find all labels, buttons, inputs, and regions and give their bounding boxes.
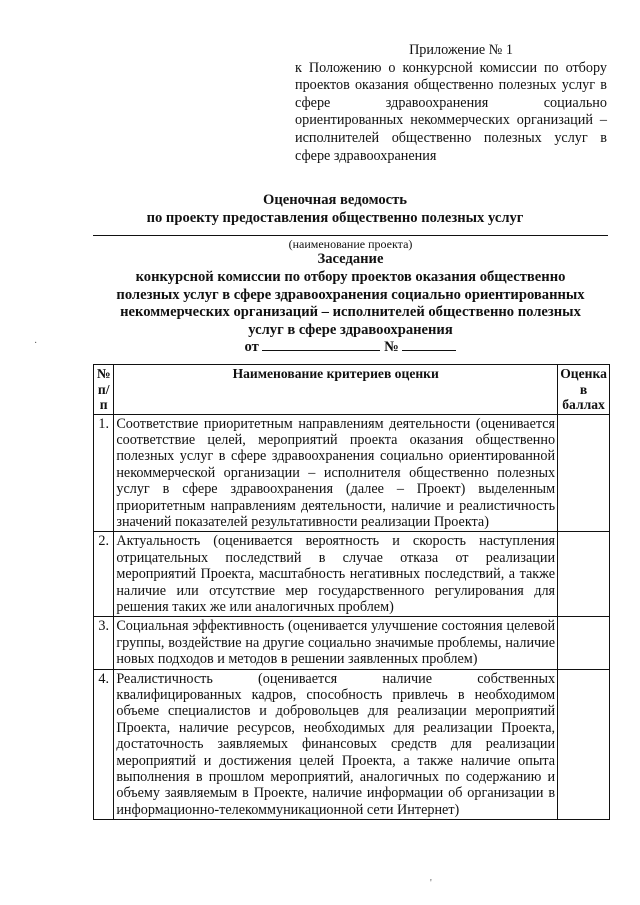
header-score: Оценка в баллах [558, 365, 610, 415]
date-blank [262, 338, 380, 351]
date-from-label: от [244, 339, 259, 355]
project-name-caption: (наименование проекта) [288, 237, 413, 251]
session-block [93, 251, 608, 340]
row-num: 1. [94, 414, 114, 532]
row-score [558, 532, 610, 617]
table-row [94, 532, 610, 617]
stray-mark-left: · [34, 338, 38, 349]
row-num: 4. [94, 669, 114, 820]
row-criterion: Соответствие приоритетным направлениям деятельности (оценивается соответствие целей, мероприятий проекта оказания общественно полезных услуг в сфере здравоохранения социально ориентированной некоммерческой организации – исполнителя общественно полезных услуг в сфере здравоохранения (далее – Проект) выделенным приоритетным направлениям деятельности, наличие и реалистичность значений показателей результативности реализации Проекта) [114, 414, 558, 532]
number-label: № [384, 339, 399, 355]
project-name-line [93, 235, 608, 236]
number-blank [402, 338, 456, 351]
session-heading: Заседание [317, 251, 384, 267]
appendix-heading: Приложение № 1 [409, 42, 513, 58]
table-header-row [94, 365, 610, 415]
stray-mark-bottom: ' [430, 878, 432, 889]
row-criterion: Реалистичность (оценивается наличие собственных квалифицированных кадров, способность привлечь в необходимом объеме специалистов и добровольцев для реализации мероприятий Проекта, наличие ресурсов, необходимых для реализации Проекта, достаточность заявляемых финансовых средств для реализации мероприятий и достижения целей Проекта, а также наличие опыта выполнения в прошлом мероприятий, аналогичных по содержанию и объему заявляемым в Проекте, наличие информации об организации в информационно-телекоммуникационной сети Интернет) [114, 669, 558, 820]
date-number-line [93, 338, 608, 356]
row-criterion: Социальная эффективность (оценивается улучшение состояния целевой группы, воздействие на другие социально значимые проблемы, наличие новых подходов и методов в решении заявленных проблем) [114, 617, 558, 669]
row-score [558, 669, 610, 820]
session-line-2: полезных услуг в сфере здравоохранения социально ориентированных [116, 286, 585, 303]
document-title [95, 191, 575, 227]
row-score [558, 414, 610, 532]
row-num: 3. [94, 617, 114, 669]
table-row [94, 617, 610, 669]
session-line-4: услуг в сфере здравоохранения [248, 322, 453, 339]
title-line-1: Оценочная ведомость [262, 192, 408, 208]
row-criterion: Актуальность (оценивается вероятность и скорость наступления отрицательных последствий в случае отказа от реализации мероприятий Проекта, масштабность негативных последствий, а также наличие или отсутствие мер государственного регулирования для решения таких же или аналогичных проблем) [114, 532, 558, 617]
criteria-table [93, 364, 610, 820]
session-line-3: некоммерческих организаций – исполнителей общественно полезных [120, 304, 581, 321]
appendix-text: к Положению о конкурсной комиссии по отбору проектов оказания общественно полезных услуг в сфере здравоохранения социально ориентированных некоммерческих организаций – исполнителей общественно полезных услуг в сфере здравоохранения [295, 59, 607, 164]
row-score [558, 617, 610, 669]
title-line-2: по проекту предоставления общественно полезных услуг [146, 210, 524, 226]
row-num: 2. [94, 532, 114, 617]
appendix-block [295, 42, 607, 165]
header-name: Наименование критериев оценки [114, 365, 558, 415]
session-line-1: конкурсной комиссии по отбору проектов оказания общественно [135, 268, 566, 285]
header-num: № п/п [94, 365, 114, 415]
table-row [94, 669, 610, 820]
table-row [94, 414, 610, 532]
